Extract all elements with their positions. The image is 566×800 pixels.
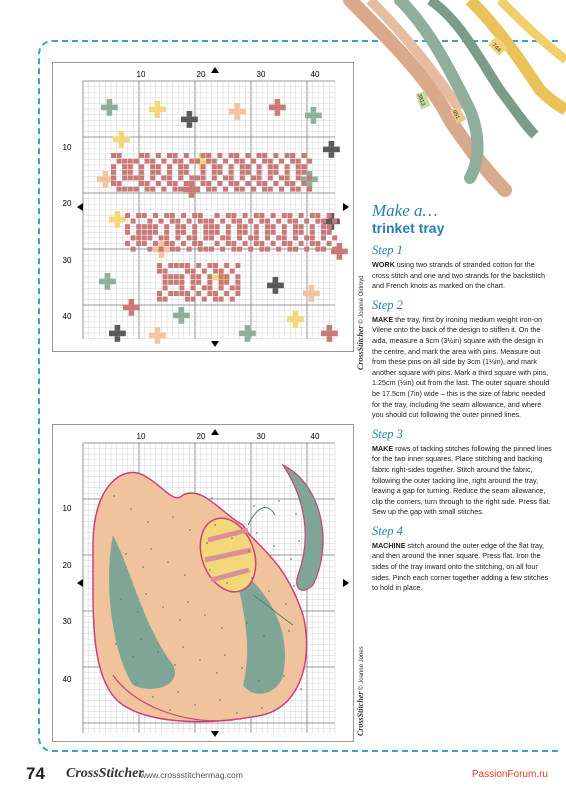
polka-dot bbox=[101, 99, 118, 116]
center-arrow bbox=[211, 341, 219, 347]
center-arrow bbox=[211, 429, 219, 435]
axis-top-label: 40 bbox=[310, 432, 320, 441]
credit-brand: CrossStitcher bbox=[356, 691, 365, 736]
credit-brand: CrossStitcher bbox=[356, 325, 365, 370]
polka-dot bbox=[149, 327, 166, 344]
website-url: www.crossstitchermag.com bbox=[140, 770, 243, 780]
stitched-word bbox=[157, 263, 240, 302]
axis-left-label: 10 bbox=[62, 504, 72, 513]
axis-left-label: 30 bbox=[62, 256, 72, 265]
step-text: MAKE rows of tacking stitches following the pinned lines for the two inner squares. Place stitching and backing fabric right-sides together. Stitch around the fabric, following the outer tacking line, right around the tray, leaving a gap for turning. Reduce the seam allowance, clip the corners, turn through to the right side. Press flat. Sew up the gap with small stitches. bbox=[372, 443, 552, 517]
step-4 bbox=[372, 524, 552, 594]
page-footer bbox=[26, 762, 556, 786]
watermark: PassionForum.ru bbox=[471, 769, 548, 780]
thread-label-951: 951 bbox=[450, 109, 461, 121]
polka-dot bbox=[305, 107, 322, 124]
thread-skeins-image bbox=[330, 0, 566, 200]
credit-text: © Joanne Oldroyd bbox=[359, 275, 365, 324]
center-arrow bbox=[343, 203, 349, 211]
center-arrow bbox=[211, 731, 219, 737]
polka-dot bbox=[173, 307, 190, 324]
step-1 bbox=[372, 243, 552, 292]
project-title: trinket tray bbox=[372, 220, 445, 236]
axis-left-label: 30 bbox=[62, 617, 72, 626]
step-text: MACHINE stitch around the outer edge of the flat tray, and then around the inner square. Press flat. Iron the sides of the tray inward onto the stitching, on all four sides. Pinch each corner together adding a few stitches to hold in place. bbox=[372, 540, 549, 593]
thread-label-744: 744 bbox=[490, 42, 502, 54]
credit-text: © Joanne Jones bbox=[359, 646, 365, 690]
chart-motif bbox=[93, 465, 323, 722]
step-text: MAKE the tray, first by ironing medium weight iron-on Vilene onto the back of the design to stiffen it. On the aida, measure a 9cm (3½in) square with the design in the centre, and mark the area with pins. Measure out from these pins on all side by 3cm (1¼in), and mark another square with pins. Mark a third square with pins, 1.25cm (½in) out from the last. The outer square should be 17.5cm (7in) wide – this is the size of fabric needed for the tray, including the seam allowance, and where you should cut following the outer pinned lines. bbox=[372, 314, 550, 420]
polka-dot bbox=[269, 99, 286, 116]
axis-top-label: 30 bbox=[256, 432, 266, 441]
axis-left-label: 20 bbox=[62, 199, 72, 208]
step-title: Step 1 bbox=[372, 243, 403, 257]
polka-dot bbox=[113, 131, 130, 148]
polka-dot bbox=[229, 103, 246, 120]
chart-grid bbox=[83, 81, 335, 339]
center-arrow bbox=[343, 579, 349, 587]
step-text: WORK using two strands of stranded cotton for the cross stitch and one and two strands for the backstitch and French knots as marked on the chart. bbox=[372, 260, 545, 291]
cat-tail bbox=[283, 465, 323, 590]
polka-dot bbox=[323, 141, 340, 158]
instructions-column bbox=[372, 202, 552, 594]
axis-top-label: 30 bbox=[256, 70, 266, 79]
axis-top-label: 10 bbox=[136, 70, 146, 79]
thread-label-3813: 3813 bbox=[415, 93, 426, 107]
axis-left-label: 10 bbox=[62, 143, 72, 152]
axis-top-label: 40 bbox=[310, 70, 320, 79]
polka-dot bbox=[99, 273, 116, 290]
axis-top-label: 20 bbox=[196, 432, 206, 441]
polka-dot bbox=[123, 299, 140, 316]
step-title: Step 3 bbox=[372, 426, 403, 441]
stitched-word bbox=[111, 153, 312, 192]
center-arrow bbox=[77, 579, 83, 587]
polka-dot bbox=[267, 277, 284, 294]
chart-credit bbox=[356, 646, 365, 736]
magazine-logo: CrossStitcher bbox=[66, 766, 144, 781]
polka-dot bbox=[109, 211, 126, 228]
make-label: Make a… bbox=[372, 201, 438, 220]
page-number: 74 bbox=[26, 764, 45, 783]
axis-left-label: 40 bbox=[62, 675, 72, 684]
center-arrow bbox=[211, 67, 219, 73]
axis-left-label: 20 bbox=[62, 561, 72, 570]
step-title: Step 2 bbox=[372, 297, 403, 312]
chart-motif bbox=[97, 99, 348, 344]
chart-credit bbox=[356, 275, 365, 370]
axis-top-label: 10 bbox=[136, 432, 146, 441]
step-title: Step 4 bbox=[372, 523, 403, 538]
center-arrow bbox=[77, 203, 83, 211]
axis-top-label: 20 bbox=[196, 70, 206, 79]
step-2 bbox=[372, 298, 552, 421]
cross-stitch-chart-cat bbox=[52, 424, 354, 742]
cross-stitch-chart-text bbox=[52, 62, 354, 352]
step-3 bbox=[372, 427, 552, 518]
axis-left-label: 40 bbox=[62, 312, 72, 321]
